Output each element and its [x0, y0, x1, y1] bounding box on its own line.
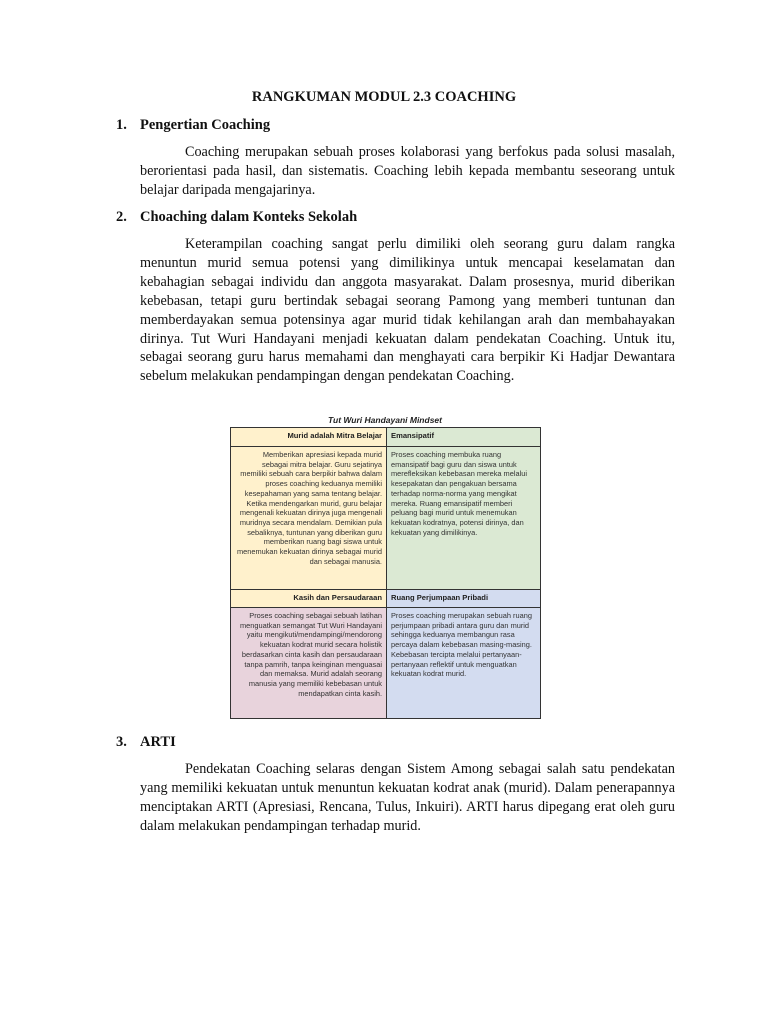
cell-body-emansipatif: Proses coaching membuka ruang emansipatif bagi guru dan siswa untuk merefleksikan kebebasan mereka melalui kesepakatan dan pengakuan bersama terhadap norma-norma yang mengikat mereka. Ruang emansipatif memberi peluang bagi murid untuk menemukan kekuatan kodratnya, potensi dirinya, dan kekuatan yang dimilikinya.	[386, 446, 540, 589]
cell-header-kasih-persaudaraan: Kasih dan Persaudaraan	[231, 589, 386, 607]
section-3-heading	[116, 733, 176, 752]
section-2-heading	[116, 208, 357, 227]
section-1-number: 1.	[116, 117, 127, 133]
document-title: RANGKUMAN MODUL 2.3 COACHING	[251, 89, 517, 105]
mindset-table	[230, 427, 541, 719]
cell-body-mitra-belajar: Memberikan apresiasi kepada murid sebagai mitra belajar. Guru sejatinya memiliki sebuah cara berpikir bahwa dalam proses coaching keduanya memiliki kesepahaman yang sama tentang belajar. Ketika mendengarkan murid, guru belajar mengenali kekuatan dirinya juga mengenali muridnya secara mendalam. Demikian pula sebaliknya, tuntunan yang diberikan guru memberikan ruang bagi siswa untuk menemukan kekuatan dirinya sebagai murid dan sebagai manusia.	[231, 446, 386, 589]
section-2-number: 2.	[116, 209, 127, 225]
section-1-title: Pengertian Coaching	[140, 117, 271, 133]
section-2-title: Choaching dalam Konteks Sekolah	[140, 209, 358, 225]
cell-header-ruang-perjumpaan: Ruang Perjumpaan Pribadi	[386, 589, 540, 607]
section-1-heading	[116, 116, 270, 135]
cell-header-mitra-belajar: Murid adalah Mitra Belajar	[231, 428, 386, 446]
mindset-caption: Tut Wuri Handayani Mindset	[328, 415, 442, 425]
section-3-number: 3.	[116, 734, 127, 750]
section-3-paragraph: Pendekatan Coaching selaras dengan Sistem Among sebagai salah satu pendekatan yang memiliki kekuatan untuk menuntun kekuatan kodrat anak (murid). Dalam penerapannya menciptakan ARTI (Apresiasi, Rencana, Tulus, Inkuiri). ARTI harus dipegang erat oleh guru dalam melakukan pendampingan terhadap murid.	[140, 761, 675, 834]
section-3-title: ARTI	[140, 734, 176, 750]
cell-body-kasih-persaudaraan: Proses coaching sebagai sebuah latihan menguatkan semangat Tut Wuri Handayani yaitu mengikuti/mendampingi/mendorong kekuatan kodrat murid secara holistik berdasarkan cinta kasih dan persaudaraan tanpa pamrih, tanpa keinginan menguasai dan memaksa. Murid adalah seorang manusia yang memiliki kebebasan untuk mendapatkan cinta kasih.	[231, 607, 386, 718]
section-1-paragraph: Coaching merupakan sebuah proses kolaborasi yang berfokus pada solusi masalah, berorientasi pada hasil, dan sistematis. Coaching lebih kepada membantu seseorang untuk belajar daripada mengajarinya.	[140, 144, 675, 198]
section-2-paragraph: Keterampilan coaching sangat perlu dimiliki oleh seorang guru dalam rangka menuntun murid semua potensi yang dimilikinya untuk mencapai keselamatan dan kebahagian sebagai individu dan anggota masyarakat. Dalam prosesnya, murid diberikan kebebasan, tetapi guru bertindak sebagai seorang Pamong yang memberi tuntunan dan memberdayakan semua potensinya agar murid tidak kehilangan arah dan membahayakan dirinya. Tut Wuri Handayani menjadi kekuatan dalam pendekatan Coaching. Untuk itu, sebagai seorang guru harus memahami dan menghayati cara berpikir Ki Hadjar Dewantara sebelum melakukan pendampingan dengan pendekatan Coaching.	[140, 236, 675, 385]
cell-header-emansipatif: Emansipatif	[386, 428, 540, 446]
cell-body-ruang-perjumpaan: Proses coaching merupakan sebuah ruang perjumpaan pribadi antara guru dan murid sehingga keduanya membangun rasa percaya dalam kebebasan masing-masing. Kebebasan tercipta melalui pertanyaan-pertanyaan reflektif untuk menguatkan kekuatan kodrat murid.	[386, 607, 540, 718]
